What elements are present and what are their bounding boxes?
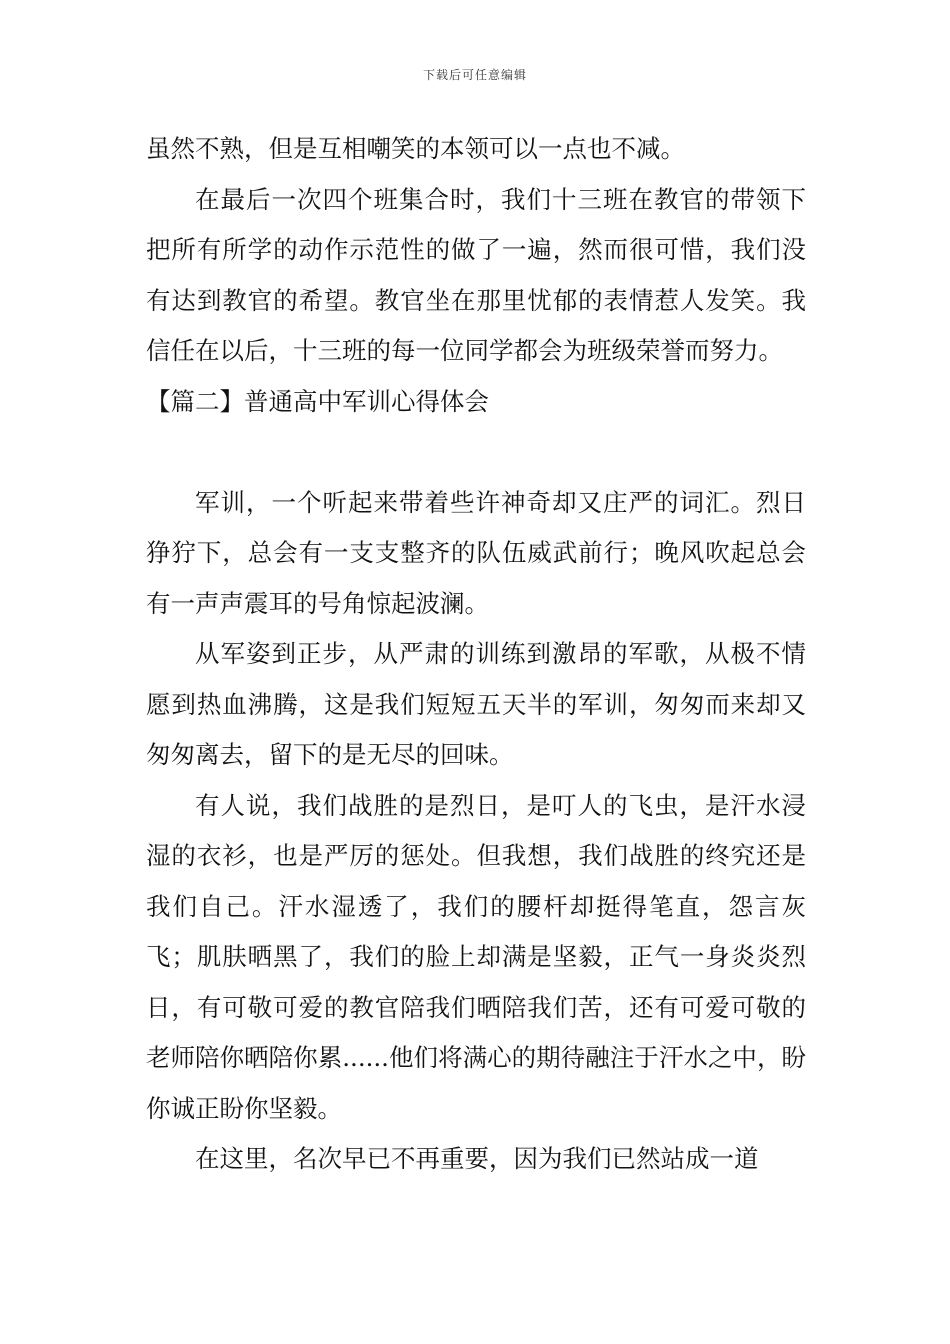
- paragraph: 在最后一次四个班集合时，我们十三班在教官的带领下把所有所学的动作示范性的做了一遍，然而很可惜，我们没有达到教官的希望。教官坐在那里忧郁的表情惹人发笑。我信任在以后，十三班的每一位同学都会为班级荣誉而努力。: [146, 184, 806, 365]
- section-heading: 【篇二】普通高中军训心得体会: [146, 386, 489, 416]
- paragraph-continuation: 虽然不熟，但是互相嘲笑的本领可以一点也不减。: [146, 134, 685, 163]
- paragraph: 军训，一个听起来带着些许神奇却又庄严的词汇。烈日狰狞下，总会有一支支整齐的队伍威武前行；晚风吹起总会有一声声震耳的号角惊起波澜。: [146, 487, 806, 618]
- paragraph: 有人说，我们战胜的是烈日，是叮人的飞虫，是汗水浸湿的衣衫，也是严厉的惩处。但我想，我们战胜的终究还是我们自己。汗水湿透了，我们的腰杆却挺得笔直，怨言灰飞；肌肤晒黑了，我们的脸上却满是坚毅，正气一身炎炎烈日，有可敬可爱的教官陪我们晒陪我们苦，还有可爱可敬的老师陪你晒陪你累......他们将满心的期待融注于汗水之中，盼你诚正盼你坚毅。: [146, 790, 806, 1123]
- page-header-note: 下载后可任意编辑: [422, 68, 527, 82]
- paragraph: 从军姿到正步，从严肃的训练到激昂的军歌，从极不情愿到热血沸腾，这是我们短短五天半的军训，匆匆而来却又匆匆离去，留下的是无尽的回味。: [146, 639, 806, 769]
- paragraph: 在这里，名次早已不再重要，因为我们已然站成一道: [195, 1144, 759, 1173]
- document-body: [146, 124, 806, 1185]
